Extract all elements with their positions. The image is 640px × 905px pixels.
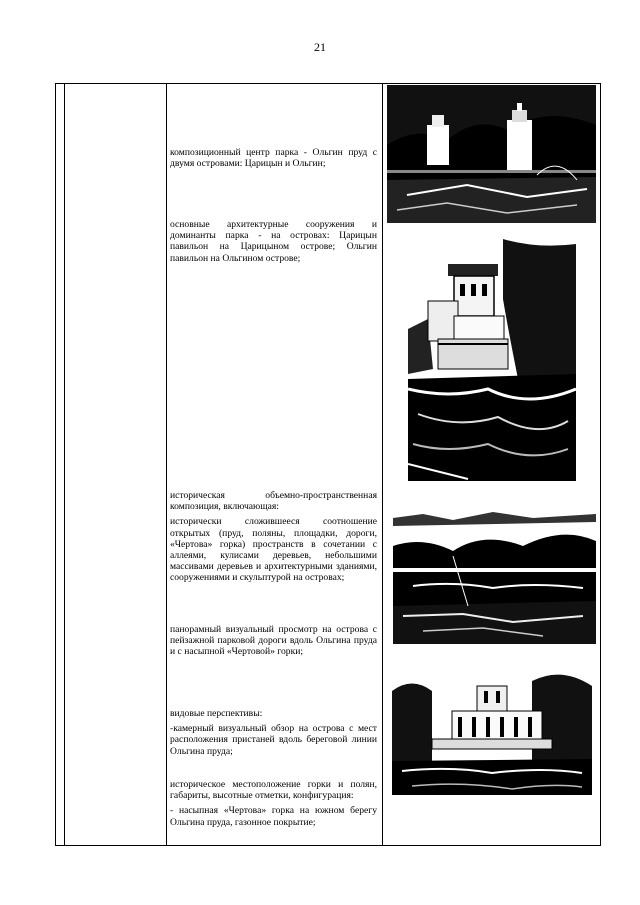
paragraph: панорамный визуальный просмотр на острова с пейзажной парковой дороги вдоль Ольгина пруда и с насыпной «Чертовой» горки; — [170, 624, 377, 658]
document-table — [55, 83, 601, 846]
text-block-perspectives — [170, 708, 377, 757]
paragraph: историческое местоположение горки и полян, габариты, высотные отметки, конфигурация: — [170, 779, 377, 802]
text-block-center — [170, 147, 377, 169]
paragraph: -камерный визуальный обзор на острова с мест расположения пристаней вдоль береговой линии Ольгина пруда; — [170, 723, 377, 757]
text-block-hill — [170, 779, 377, 828]
paragraph: исторически сложившееся соотношение открытых (пруд, поляны, площадки, дороги, «Чертова» горка) пространств в сочетании с аллеями, кулисами деревьев, небольшими массивами деревьев и архитектурными зданиями, сооружениями и скульптурой на островах; — [170, 516, 377, 584]
paragraph: - насыпная «Чертова» горка на южном берегу Ольгина пруда, газонное покрытие; — [170, 805, 377, 828]
text-block-structures — [170, 219, 377, 264]
column-divider — [166, 84, 167, 845]
photo-pavilion-pier — [392, 661, 592, 795]
photo-tsaritsyn-pavilion-distant — [387, 85, 596, 223]
paragraph: историческая объемно-пространственная композиция, включающая: — [170, 490, 377, 513]
photo-olgin-pavilion — [408, 239, 576, 481]
column-divider — [382, 84, 383, 845]
text-block-composition — [170, 490, 377, 584]
text-block-panorama — [170, 624, 377, 658]
paragraph: композиционный центр парка - Ольгин пруд с двумя островами: Царицын и Ольгин; — [170, 147, 377, 170]
photo-pond-panorama — [393, 496, 596, 644]
paragraph: видовые перспективы: — [170, 708, 263, 719]
page-number: 21 — [314, 40, 326, 54]
paragraph: основные архитектурные сооружения и доминанты парка - на островах: Царицын павильон на Царицыном острове; Ольгин павильон на Ольгином острове; — [170, 219, 377, 264]
column-divider — [64, 84, 65, 845]
